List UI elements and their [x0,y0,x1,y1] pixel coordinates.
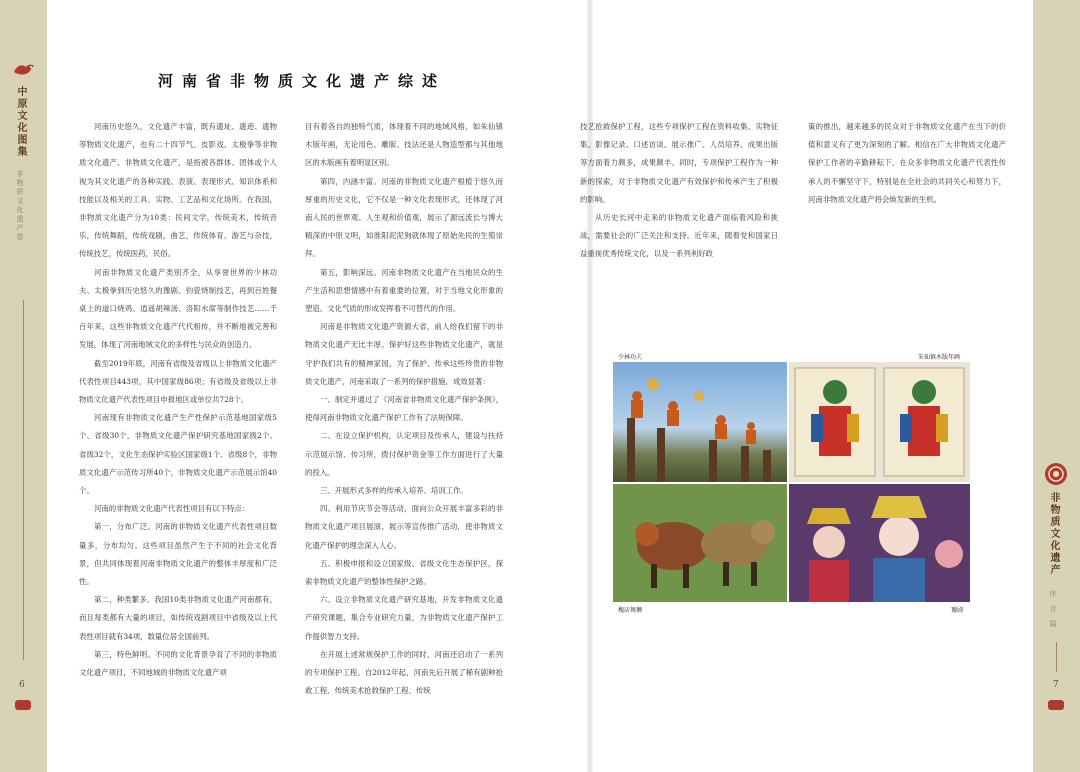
photo-shaolin-kungfu [613,362,787,482]
paragraph: 河南非物质文化遗产类别齐全，从享誉世界的少林功夫、太极拳到历史悠久的豫剧、钧瓷烧制技艺，再到百姓餐桌上的道口烧鸡、逍遥胡辣汤、洛阳水席等制作技艺……千百年来，这些非物质文化遗产代代相传，并不断地被完善和发展，体现了河南地域文化的多样性与民众的创造力。 [79,267,277,350]
paragraph: 三、开展形式多样的传承人培养、培训工作。 [320,486,468,496]
vertical-divider [23,300,24,660]
paragraph: 截至2019年底，河南有省级及省级以上非物质文化遗产代表性项目443项，其中国家级86项；有省级及省级以上非物质文化遗产代表性项目申报地区或单位共728个。 [79,358,277,405]
kungfu-illustration [613,362,787,482]
paragraph: 策的推出，越来越多的民众对于非物质文化遗产在当下的价值和意义有了更为深刻的了解。相信在广大非物质文化遗产保护工作者的辛勤耕耘下，在众多非物质文化遗产代表性传承人的不懈坚守下，特别是在全社会的共同关心和努力下，河南非物质文化遗产将会焕发新的生机。 [808,122,1006,204]
paragraph: 第四，内涵丰富。河南的非物质文化遗产根植于悠久而厚重的历史文化，它不仅是一种文化表现形式，还体现了河南人民的世界观、人生观和价值观，展示了源远流长与博大精深的中原文明，如淮阳泥泥狗就体现了原始先民的生殖崇拜。 [305,176,503,259]
page-number-right: 7 [1053,680,1059,690]
photo-zhuxian-woodblock [789,362,970,482]
left-margin-band [0,0,47,772]
text-column-1 [79,118,277,682]
text-column-3 [580,118,778,264]
page-number-left: 6 [19,680,25,690]
paragraph: 第二，种类繁多。我国10类非物质文化遗产河南都有，而且每类都有大量的项目，如传统戏剧项目中省级及以上代表性项目就有34项，数量位居全国前列。 [79,595,277,641]
text-column-2 [305,118,503,701]
page-gutter [587,0,593,772]
photo-yu-opera [789,484,970,602]
text-column-4 [808,118,1006,209]
section-title: 非物质文化遗产 [1048,492,1059,576]
woodblock-print-illustration [789,362,970,482]
paragraph: 六、设立非物质文化遗产研究基地，开发非物质文化遗产研究课题，集合专业研究力量，为非物质文化遗产保护工作提供智力支持。 [305,595,503,641]
paragraph: 五、积极申报和设立国家级、省级文化生态保护区，探索非物质文化遗产的整体性保护之路。 [305,558,503,587]
paragraph: 第一，分布广泛。河南的非物质文化遗产代表性项目数量多，分布均匀。这些项目虽然产生于不同的社会文化背景，但共同体现着河南非物质文化遗产的整体丰厚度和广泛性。 [79,522,277,587]
paragraph: 从历史长河中走来的非物质文化遗产面临着风险和挑战，需要社会的广泛关注和支持。近年来，随着党和国家日益重视优秀传统文化，以及一系列利好政 [580,213,778,259]
paragraph: 第三，特色鲜明。不同的文化背景孕育了不同的非物质文化遗产项目，不同地域的非物质文化遗产项 [79,649,277,678]
red-dragon-logo [12,62,36,78]
caption-lion-dance: 槐店舞狮 [618,607,643,614]
photo-huaidian-lion-dance [613,484,787,602]
paragraph: 一、制定并通过了《河南省非物质文化遗产保护条例》，使得河南非物质文化遗产保护工作有了法规保障。 [305,395,503,423]
caption-kungfu: 少林功夫 [618,354,643,361]
series-title: 中原文化图集 [15,86,26,158]
paragraph: 二、在设立保护机构，认定项目及传承人，建设与扶持示范展示馆、传习所，拨付保护资金等工作方面进行了大量的投入。 [305,431,503,477]
series-subtitle: 非物质文化遗产卷 [16,170,24,242]
page-ornament-right [1048,700,1064,710]
paragraph: 河南现有非物质文化遗产生产性保护示范基地国家级5个、省级30个，非物质文化遗产保护研究基地国家级2个、省级32个，文化生态保护实验区国家级1个、省级8个，非物质文化遗产示范传习所40个，非物质文化遗产示范展示馆40个。 [79,413,277,496]
paragraph: 在开展上述常规保护工作的同时，河南还启动了一系列的专项保护工程。自2012年起，河南先后开展了稀有剧种抢救工程、传统美术抢救保护工程、传统 [305,649,503,696]
paragraph: 河南是非物质文化遗产资源大省，前人给我们留下的非物质文化遗产无比丰厚。保护好这些非物质文化遗产，就是守护我们共有的精神家园。为了保护、传承这些珍贵的非物质文化遗产，河南采取了一系列的保护措施，成效显著： [305,322,503,386]
caption-opera: 豫剧 [951,607,964,614]
paragraph: 目有着各自的独特气质，体现着不同的地域风格，如朱仙镇木版年画，无论用色、雕版、技法还是人物造型都与其他地区的木版画有着明显区别。 [305,122,503,168]
paragraph: 技艺抢救保护工程，这些专项保护工程在资料收集、实物征集、影像记录、口述访谈、展示推广、人员培养、成果出版等方面着力颇多，成果颇丰。同时，专项保护工程作为一种新的探索，对于非物质文化遗产有效保护和传承产生了积极的影响。 [580,122,778,204]
paragraph: 四、利用节庆节会等活动，面向公众开展丰富多彩的非物质文化遗产项目展演、展示等宣传推广活动，使非物质文化遗产保护的理念深入人心。 [305,504,503,550]
section-subtitle: 序言篇 [1049,590,1057,635]
opera-illustration [789,484,970,602]
lion-dance-illustration [613,484,787,602]
right-margin-band [1033,0,1080,772]
paragraph: 河南的非物质文化遗产代表性项目有以下特点： [94,504,250,514]
paragraph: 第五，影响深远。河南非物质文化遗产在当地民众的生产生活和思想情感中有着重要的位置，对于当地文化形象的塑造、文化气质的形成发挥着不可替代的作用。 [305,267,503,314]
article-title: 河南省非物质文化遗产综述 [158,72,447,90]
page-ornament-left [15,700,31,710]
paragraph: 河南历史悠久，文化遗产丰富，既有遗址、遗迹、遗物等物质文化遗产，也有二十四节气、皮影戏、太极拳等非物质文化遗产。非物质文化遗产，是指被各群体、团体或个人视为其文化遗产的各种实践、表演、表现形式、知识体系和技能以及相关的工具、实物、工艺品和文化场所。在我国，非物质文化遗产分为10类：民间文学，传统美术，传统音乐，传统舞蹈，传统戏剧，曲艺，传统体育、游艺与杂技，传统技艺，传统医药，民俗。 [79,122,277,259]
round-seal-logo [1044,462,1068,486]
vertical-divider-right [1056,642,1057,672]
caption-woodblock: 朱仙镇木版年画 [918,354,961,361]
